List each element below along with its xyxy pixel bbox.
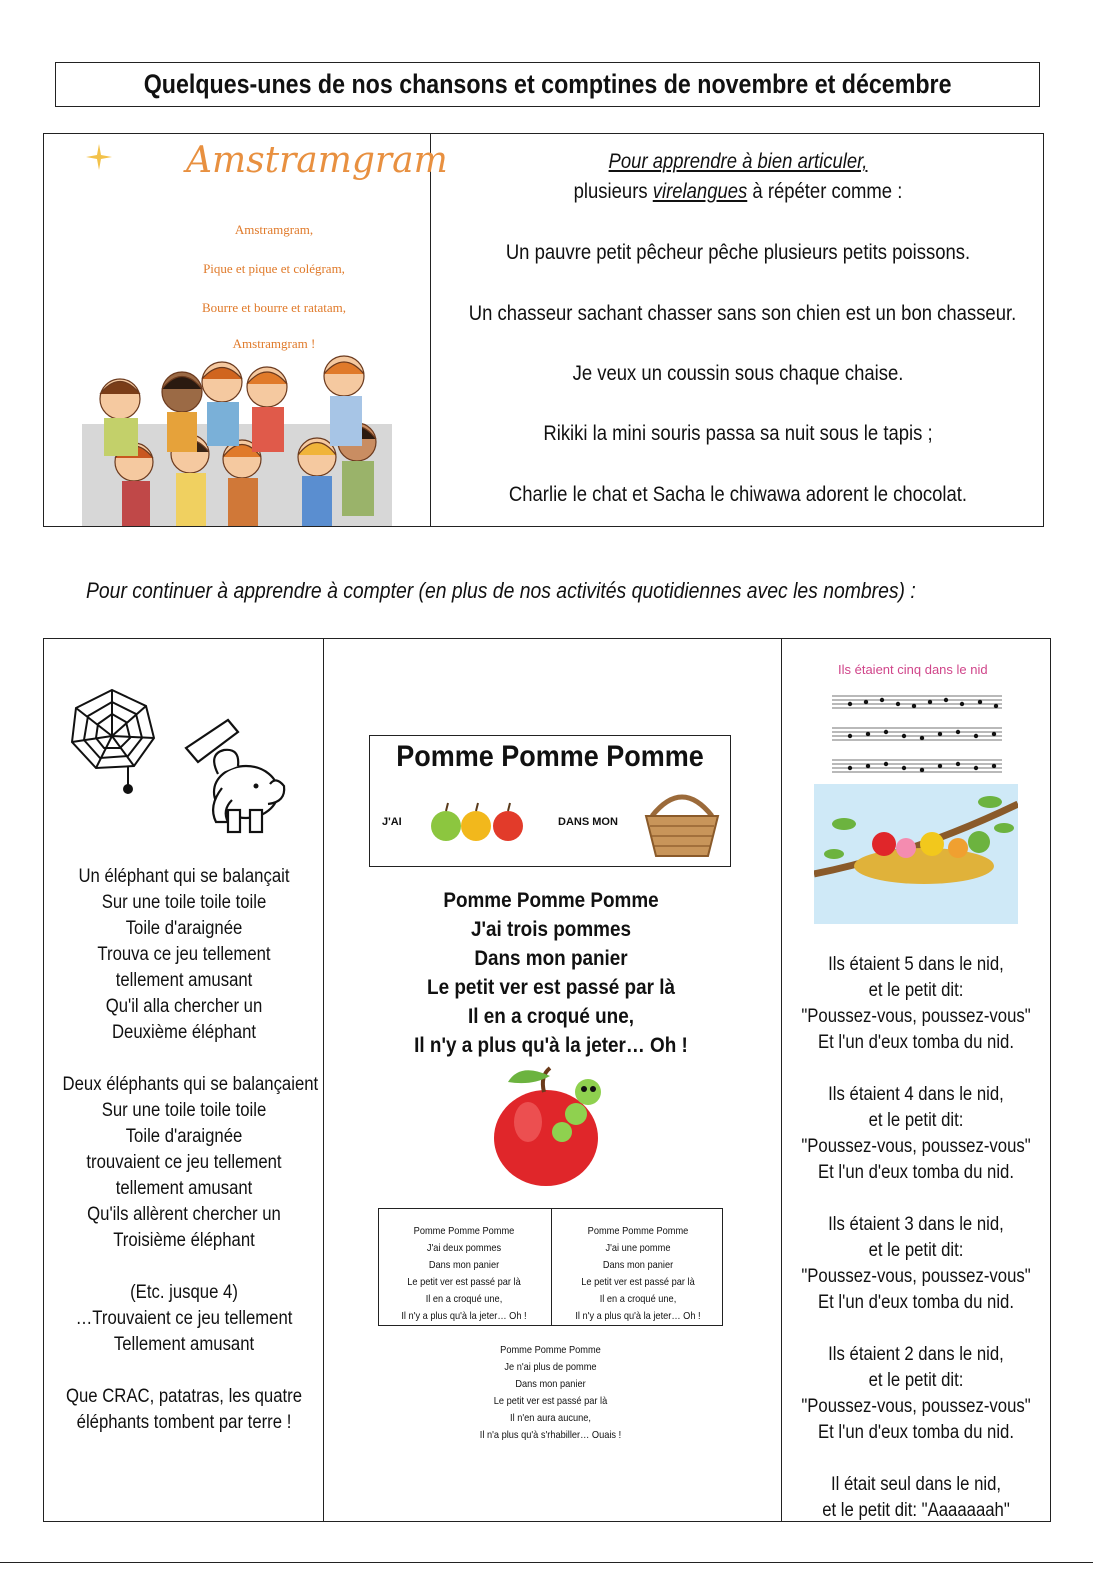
intro-keyword: virelangues: [652, 180, 748, 203]
virelangue-line: Un pauvre petit pêcheur pêche plusieurs petits poissons.: [505, 241, 971, 264]
elephant-line: [63, 1046, 306, 1072]
small-line: Il n'a plus qu'à s'rhabiller… Ouais !: [479, 1429, 622, 1441]
nid-line: "Poussez-vous, poussez-vous": [801, 1266, 1031, 1287]
counting-subheading: Pour continuer à apprendre à compter (en plus de nos activités quotidiennes avec les nombres) :: [86, 578, 916, 603]
elephant-line: [63, 1254, 306, 1280]
small-line: Le petit ver est passé par là: [581, 1276, 695, 1288]
small-line: Il n'y a plus qu'à la jeter… Oh !: [575, 1310, 701, 1322]
spider-web-icon: [66, 686, 158, 798]
pomme-line: Le petit ver est passé par là: [427, 976, 675, 999]
small-line: Pomme Pomme Pomme: [500, 1344, 601, 1356]
virelangue-line: Charlie le chat et Sacha le chiwawa adorent le chocolat.: [508, 483, 968, 506]
virelangue-line: Un chasseur sachant chasser sans son chien est un bon chasseur.: [468, 302, 1017, 325]
pomme-banner-title: Pomme Pomme Pomme: [396, 740, 704, 773]
table-divider: [551, 1209, 552, 1325]
elephant-line: …Trouvaient ce jeu tellement: [75, 1308, 293, 1329]
nid-line: Il était seul dans le nid,: [830, 1474, 1002, 1495]
column-divider: [323, 639, 324, 1521]
small-line: Il n'en aura aucune,: [510, 1412, 591, 1424]
small-line: Dans mon panier: [602, 1259, 674, 1271]
nid-line: Ils étaient 5 dans le nid,: [828, 954, 1004, 975]
nid-line: et le petit dit:: [868, 1240, 964, 1261]
page-bottom-rule: [0, 1562, 1093, 1563]
pomme-verse-one: [553, 1223, 723, 1325]
intro-text: à répéter comme :: [747, 180, 903, 203]
nid-line: Et l'un d'eux tomba du nid.: [817, 1422, 1014, 1443]
pomme-banner: [369, 735, 731, 867]
basket-icon: [642, 786, 722, 860]
elephant-line: Un éléphant qui se balançait: [78, 866, 290, 887]
page-title-box: [55, 62, 1040, 107]
nid-line: [798, 1316, 1034, 1342]
amstram-line: Pique et pique et colégram,: [203, 261, 345, 276]
pomme-line: Il n'y a plus qu'à la jeter… Oh !: [414, 1034, 688, 1057]
pomme-line: J'ai trois pommes: [471, 918, 631, 941]
three-apples-icon: [428, 798, 528, 846]
small-line: Pomme Pomme Pomme: [587, 1225, 689, 1237]
sparkle-icon: [84, 142, 114, 172]
elephant-line: éléphants tombent par terre !: [76, 1412, 292, 1433]
nid-line: et le petit dit:: [868, 1370, 964, 1391]
elephant-line: Tellement amusant: [113, 1334, 255, 1355]
nid-line: Ils étaient 4 dans le nid,: [828, 1084, 1004, 1105]
virelangue-line: Je veux un coussin sous chaque chaise.: [572, 362, 904, 385]
virelangue-line: Rikiki la mini souris passa sa nuit sous le tapis ;: [543, 422, 933, 445]
nid-line: Et l'un d'eux tomba du nid.: [817, 1292, 1014, 1313]
nid-line: Ils étaient 3 dans le nid,: [828, 1214, 1004, 1235]
elephant-icon: [168, 714, 294, 838]
small-line: Dans mon panier: [515, 1378, 586, 1390]
amstramgram-heading: Amstramgram: [186, 140, 448, 181]
elephant-line: Qu'il alla chercher un: [105, 996, 263, 1017]
small-line: Je n'ai plus de pomme: [504, 1361, 597, 1373]
nid-line: et le petit dit:: [868, 980, 964, 1001]
small-line: Il n'y a plus qu'à la jeter… Oh !: [401, 1310, 527, 1322]
nid-line: "Poussez-vous, poussez-vous": [801, 1396, 1031, 1417]
nid-line: Ils étaient 2 dans le nid,: [828, 1344, 1004, 1365]
small-line: Dans mon panier: [428, 1259, 500, 1271]
small-line: Il en a croqué une,: [599, 1293, 677, 1305]
nid-line: Et l'un d'eux tomba du nid.: [817, 1162, 1014, 1183]
nid-line: [798, 1056, 1034, 1082]
nid-line: Et l'un d'eux tomba du nid.: [817, 1032, 1014, 1053]
children-circle-illustration: [82, 354, 392, 526]
elephant-line: tellement amusant: [115, 1178, 253, 1199]
section-amstramgram-virelangues: [43, 133, 1044, 527]
pomme-verse-two: [379, 1223, 549, 1325]
amstram-line: Amstramgram !: [232, 336, 316, 351]
elephant-line: Deuxième éléphant: [111, 1022, 257, 1043]
small-line: Le petit ver est passé par là: [493, 1395, 608, 1407]
elephant-line: Que CRAC, patatras, les quatre: [65, 1386, 303, 1407]
elephant-line: tellement amusant: [115, 970, 253, 991]
pomme-strip-left: J'AI: [382, 816, 402, 828]
pomme-verses-table: [378, 1208, 723, 1326]
pomme-line: Dans mon panier: [474, 947, 628, 970]
small-line: J'ai une pomme: [605, 1242, 671, 1254]
small-line: Le petit ver est passé par là: [407, 1276, 521, 1288]
nid-line: "Poussez-vous, poussez-vous": [801, 1006, 1031, 1027]
amstramgram-illustration: [82, 140, 448, 526]
elephant-line: Sur une toile toile toile: [101, 1100, 267, 1121]
nid-line: et le petit dit: "Aaaaaaah": [822, 1500, 1010, 1521]
nid-line: "Poussez-vous, poussez-vous": [801, 1136, 1031, 1157]
music-staff-icon: [830, 690, 1004, 774]
amstram-line: Bourre et bourre et ratatam,: [201, 300, 346, 315]
apple-worm-icon: [480, 1062, 620, 1190]
small-line: Pomme Pomme Pomme: [413, 1225, 515, 1237]
elephant-line: Toile d'araignée: [125, 918, 243, 939]
elephant-line: Sur une toile toile toile: [101, 892, 267, 913]
nid-line: [798, 1186, 1034, 1212]
intro-text: plusieurs: [573, 180, 653, 203]
virelangues-intro: [469, 180, 1008, 204]
small-line: Il en a croqué une,: [425, 1293, 503, 1305]
pomme-verse-none: [378, 1342, 723, 1444]
elephant-line: Deux éléphants qui se balançaient: [62, 1074, 319, 1095]
amstram-line: Amstramgram,: [234, 222, 314, 237]
pomme-song: [370, 886, 732, 1060]
elephant-line: trouvaient ce jeu tellement: [86, 1152, 282, 1173]
elephant-line: Trouva ce jeu tellement: [97, 944, 271, 965]
pomme-line: Il en a croqué une,: [468, 1005, 634, 1028]
nid-sheet-title: Ils étaient cinq dans le nid: [838, 662, 988, 677]
nid-line: et le petit dit:: [868, 1110, 964, 1131]
elephant-line: [63, 1358, 306, 1384]
elephant-line: (Etc. jusque 4): [130, 1282, 238, 1303]
page-title: Quelques-unes de nos chansons et comptines de novembre et décembre: [143, 69, 952, 99]
nid-song: [782, 952, 1050, 1524]
birds-nest-illustration: [814, 784, 1018, 924]
pomme-line: Pomme Pomme Pomme: [443, 889, 659, 912]
nid-line: [798, 1446, 1034, 1472]
column-divider: [430, 134, 431, 526]
elephant-song: [46, 864, 322, 1436]
elephant-line: Troisième éléphant: [113, 1230, 255, 1251]
pomme-strip-right: DANS MON: [558, 816, 618, 828]
elephant-line: Qu'ils allèrent chercher un: [87, 1204, 281, 1225]
elephant-line: Toile d'araignée: [125, 1126, 243, 1147]
virelangues-heading: Pour apprendre à bien articuler,: [608, 150, 868, 173]
small-line: J'ai deux pommes: [426, 1242, 502, 1254]
